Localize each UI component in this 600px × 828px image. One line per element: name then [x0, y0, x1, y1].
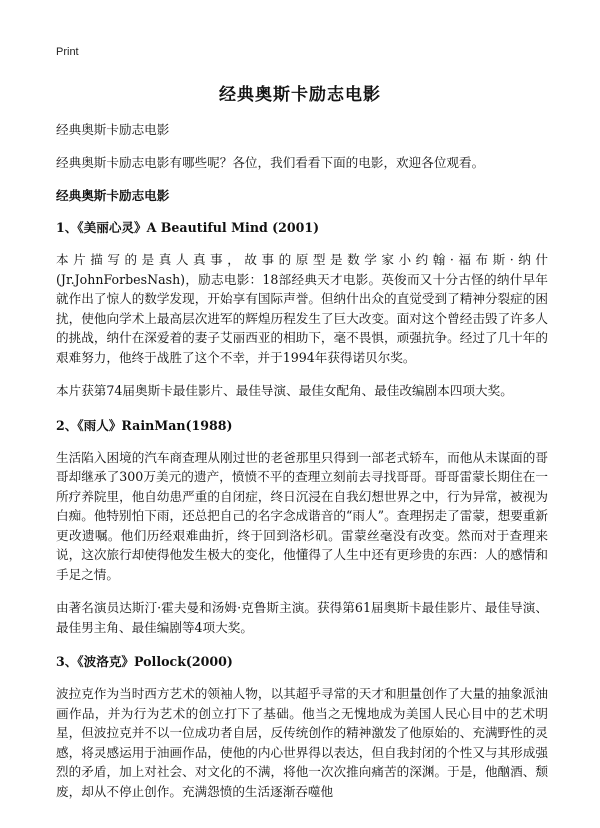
movie-heading-3: 3、《波洛克》Pollock(2000)	[56, 654, 233, 669]
print-link[interactable]: Print	[56, 46, 79, 58]
intro-paragraph: 经典奥斯卡励志电影有哪些呢？各位，我们看看下面的电影，欢迎各位观看。	[56, 154, 485, 170]
movie-heading-2: 2、《雨人》RainMan(1988)	[56, 417, 233, 433]
movie-1-paragraph-2: 本片获第74届奥斯卡最佳影片、最佳导演、最佳女配角、最佳改编剧本四项大奖。	[56, 383, 513, 398]
page-title: 经典奥斯卡励志电影	[219, 85, 381, 105]
movie-1-paragraph-1: 本片描写的是真人真事，故事的原型是数学家小约翰·福布斯·纳什(Jr.JohnForbesNash)，励志电影：18部经典天才电影。英俊而又十分古怪的纳什早年就作出了惊人的数学发现，开始享有国际声誉。但纳什出众的直觉受到了精神分裂症的困扰，使他向学术上最高层次进军的辉煌历程发生了巨大改变。面对这个曾经击毁了许多人的挑战，纳什在深爱着的妻子艾丽西亚的相助下，毫不畏惧，顽强抗争。经过了几十年的艰难努力，他终于战胜了这个不幸，并于1994年获得诺贝尔奖。	[56, 252, 548, 365]
movie-3-paragraph-1: 波拉克作为当时西方艺术的领袖人物，以其超乎寻常的天才和胆量创作了大量的抽象派油画作品，并为行为艺术的创立打下了基础。他当之无愧地成为美国人民心目中的艺术明星，但波拉克并不以一位成功者自居，反传统创作的精神激发了他原始的、充满野性的灵感，将灵感运用于油画作品，使他的内心世界得以表达，但自我封闭的个性又与其形成强烈的矛盾，加上对社会、对文化的不满，将他一次次推向痛苦的深渊。于是，他酗酒、颓废，却从不停止创作。充满怨愤的生活逐渐吞噬他	[56, 686, 548, 799]
subtitle: 经典奥斯卡励志电影	[56, 122, 170, 137]
section-heading: 经典奥斯卡励志电影	[56, 188, 170, 203]
movie-2-paragraph-2: 由著名演员达斯汀·霍夫曼和汤姆·克鲁斯主演。获得第61届奥斯卡最佳影片、最佳导演、最佳男主角、最佳编剧等4项大奖。	[56, 600, 548, 635]
article-body	[56, 120, 548, 815]
movie-2-paragraph-1: 生活陷入困境的汽车商查理从刚过世的老爸那里只得到一部老式轿车，而他从未谋面的哥哥却继承了300万美元的遗产，愤愤不平的查理立刻前去寻找哥哥。哥哥雷蒙长期住在一所疗养院里，他自幼患严重的自闭症，终日沉浸在自我幻想世界之中，行为异常，被视为白痴。他特别怕下雨，还总把自己的名字念成谐音的“雨人”。查理拐走了雷蒙，想要重新更改遗嘱。他们历经艰难曲折，终于回到洛杉矶。雷蒙丝毫没有改变。然而对于查理来说，这次旅行却使得他发生极大的变化，他懂得了人生中还有更珍贵的东西：人的感情和手足之情。	[56, 449, 548, 582]
movie-heading-1: 1、《美丽心灵》A Beautiful Mind (2001)	[56, 220, 320, 235]
